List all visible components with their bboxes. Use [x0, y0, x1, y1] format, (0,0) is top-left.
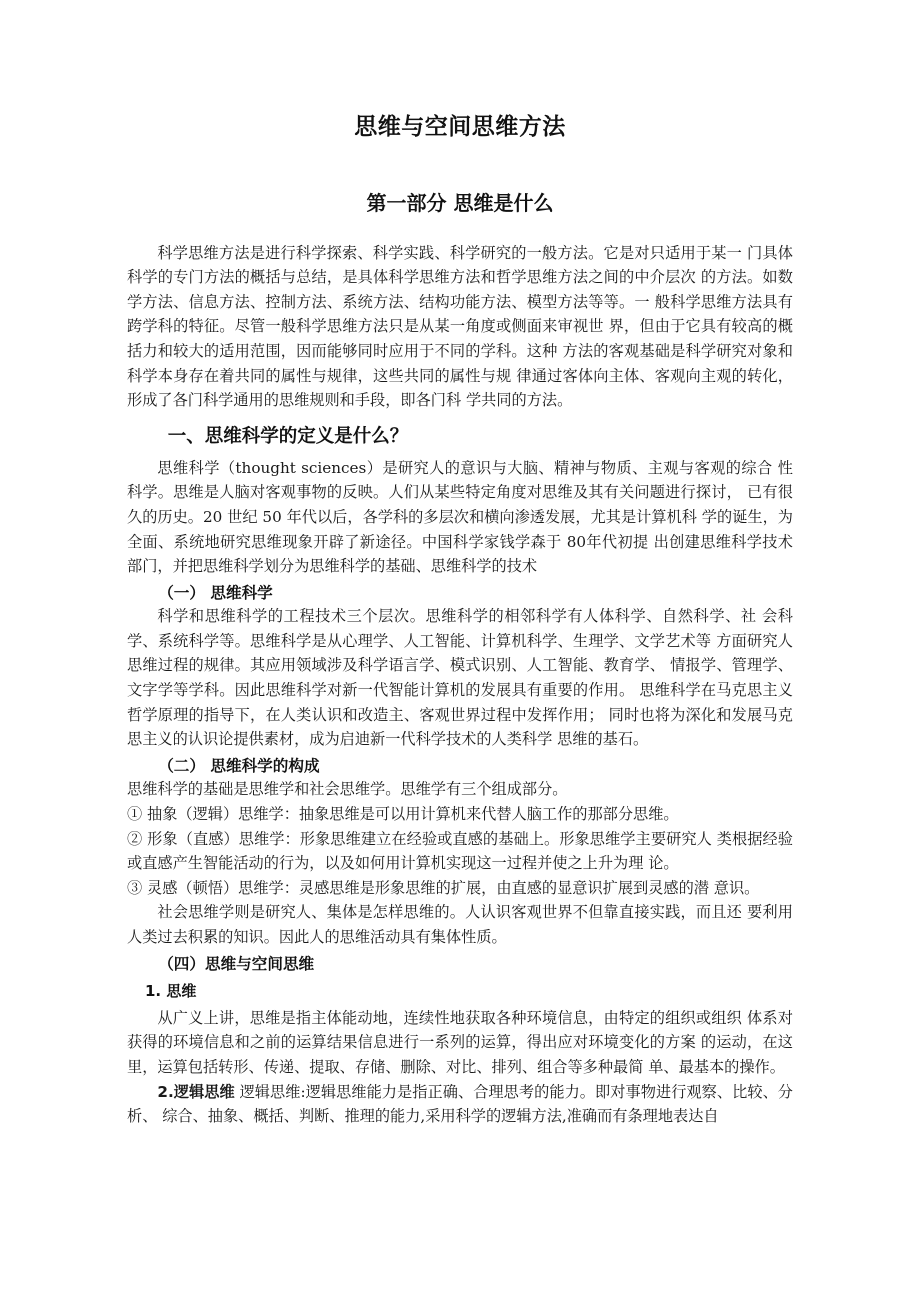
subsection-2-closing: 社会思维学则是研究人、集体是怎样思维的。人认识客观世界不但靠直接实践，而且还 要利用人类过去积累的知识。因此人的思维活动具有集体性质。 [127, 903, 793, 947]
intro-paragraph: 科学思维方法是进行科学探索、科学实践、科学研究的一般方法。它是对只适用于某一 门具体科学的专门方法的概括与总结，是具体科学思维方法和哲学思维方法之间的中介层次 的方法。如数学方法、信息方法、控制方法、系统方法、结构功能方法、模型方法等等。一 般科学思维方法具有跨学科的特征。尽管一般科学思维方法只是从某一角度或侧面来审视世 界，但由于它具有较高的概括力和较大的适用范围，因而能够同时应用于不同的学科。这种 方法的客观基础是科学研究对象和科学本身存在着共同的属性与规律，这些共同的属性与规 律通过客体向主体、客观向主观的转化，形成了各门科学通用的思维规则和手段，即各门科 学共同的方法。 [127, 243, 793, 410]
subsection-4-item-2-paragraph: 逻辑思维:逻辑思维能力是指正确、合理思考的能力。即对事物进行观察、比较、分析、 综合、抽象、概括、判断、推理的能力,采用科学的逻辑方法,准确而有条理地表达自 [127, 1082, 793, 1126]
section-1-paragraph: 思维科学（thought sciences）是研究人的意识与大脑、精神与物质、主观与客观的综合 性科学。思维是人脑对客观事物的反映。人们从某些特定角度对思维及其有关问题进行探讨， 已有很久的历史。20 世纪 50 年代以后，各学科的多层次和横向渗透发展，尤其是计算机科 学的诞生，为全面、系统地研究思维现象开辟了新途径。中国科学家钱学森于 80年代初提 出创建思维科学技术部门，并把思维科学划分为思维科学的基础、思维科学的技术 [127, 458, 793, 576]
list-item: ② 形象（直感）思维学：形象思维建立在经验或直感的基础上。形象思维学主要研究人 类根据经验或直感产生智能活动的行为，以及如何用计算机实现这一过程并使之上升为理 论。 [127, 829, 793, 873]
subsection-4-item-2 [127, 1080, 793, 1129]
subsection-2-intro: 思维科学的基础是思维学和社会思维学。思维学有三个组成部分。 [127, 780, 568, 799]
subsection-4-item-1-paragraph: 从广义上讲，思维是指主体能动地，连续性地获取各种环境信息，由特定的组织或组织 体系对获得的环境信息和之前的运算结果信息进行一系列的运算，得出应对环境变化的方案 的运动，在这里，运算包括转形、传递、提取、存储、删除、对比、排列、组合等多种最简 单、最基本的操作。 [127, 1008, 793, 1076]
subsection-4-item-1-heading: 1. 思维 [145, 982, 197, 1001]
subsection-4-item-2-label: 2.逻辑思维 [157, 1082, 235, 1101]
list-item: ① 抽象（逻辑）思维学：抽象思维是可以用计算机来代替人脑工作的那部分思维。 [127, 805, 679, 824]
subsection-heading-4: （四）思维与空间思维 [158, 954, 315, 973]
page-title: 思维与空间思维方法 [354, 114, 566, 140]
document-content [127, 0, 793, 1129]
subsection-1-paragraph: 科学和思维科学的工程技术三个层次。思维科学的相邻科学有人体科学、自然科学、社 会科学、系统科学等。思维科学是从心理学、人工智能、计算机科学、生理学、文学艺术等 方面研究人思维过程的规律。其应用领域涉及科学语言学、模式识别、人工智能、教育学、 情报学、管理学、文字学等学科。因此思维科学对新一代智能计算机的发展具有重要的作用。 思维科学在马克思主义哲学原理的指导下，在人类认识和改造主、客观世界过程中发挥作用； 同时也将为深化和发展马克思主义的认识论提供素材，成为启迪新一代科学技术的人类科学 思维的基石。 [127, 607, 793, 749]
part-heading: 第一部分 思维是什么 [366, 190, 554, 215]
subsection-heading-2: （二） 思维科学的构成 [158, 756, 320, 775]
subsection-heading-1: （一） 思维科学 [158, 583, 273, 602]
list-item: ③ 灵感（顿悟）思维学：灵感思维是形象思维的扩展，由直感的显意识扩展到灵感的潜 意识。 [127, 878, 760, 897]
section-heading-1: 一、思维科学的定义是什么？ [167, 425, 409, 447]
